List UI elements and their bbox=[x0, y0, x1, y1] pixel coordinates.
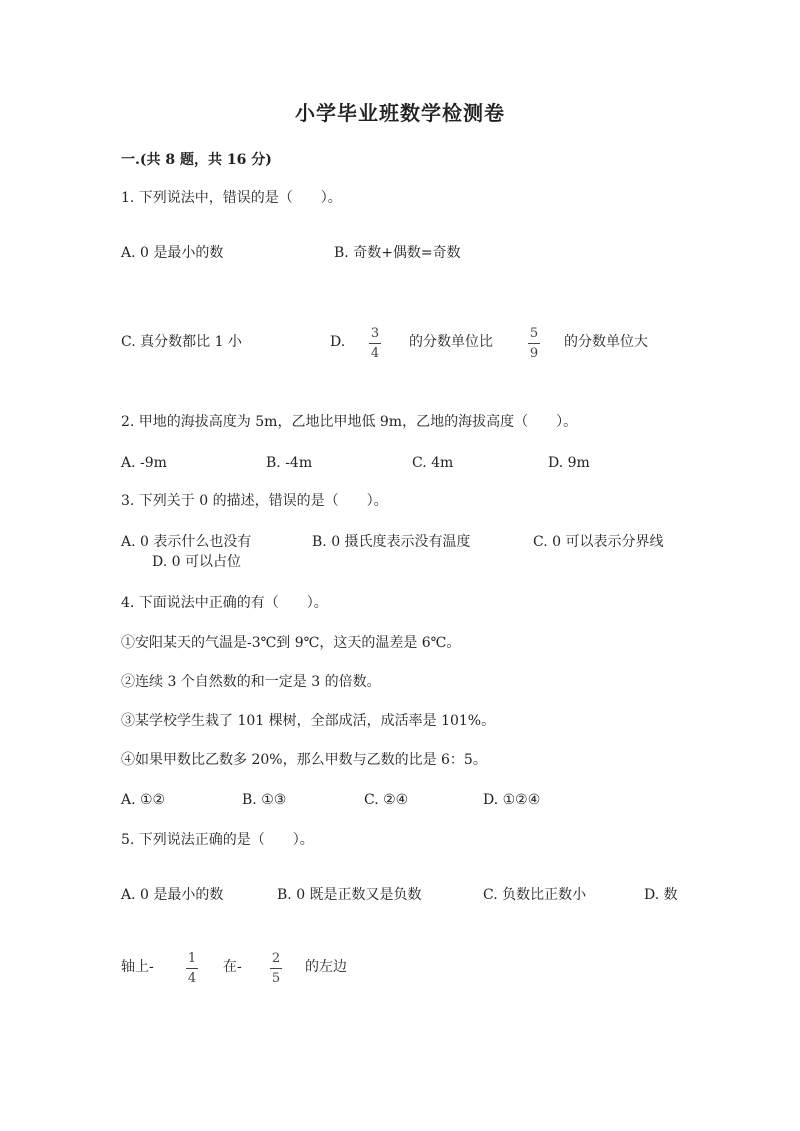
question-5-option-d-mid: 在- bbox=[223, 959, 242, 975]
question-5-option-d-continued: 轴上- bbox=[121, 959, 154, 975]
fraction-bar bbox=[270, 968, 282, 969]
fraction-bar bbox=[528, 343, 540, 344]
question-4-option-a: A. ①② bbox=[121, 792, 166, 808]
question-3-stem: 3. 下列关于 0 的描述，错误的是（ ）。 bbox=[121, 493, 388, 509]
question-4-statement-3: ③某学校学生栽了 101 棵树，全部成活，成活率是 101%。 bbox=[121, 713, 496, 729]
page-title: 小学毕业班数学检测卷 bbox=[295, 101, 505, 125]
question-3-option-d: D. 0 可以占位 bbox=[152, 554, 241, 570]
fraction-numerator: 2 bbox=[271, 951, 281, 966]
question-2-stem: 2. 甲地的海拔高度为 5m，乙地比甲地低 9m，乙地的海拔高度（ ）。 bbox=[121, 414, 578, 430]
question-5-option-c: C. 负数比正数小 bbox=[483, 887, 587, 903]
question-1-option-d-mid: 的分数单位比 bbox=[409, 334, 493, 350]
question-1-option-c: C. 真分数都比 1 小 bbox=[121, 334, 242, 350]
question-5-fraction-1-4 bbox=[184, 952, 200, 985]
question-2-option-a: A. -9m bbox=[121, 455, 167, 471]
question-4-option-d: D. ①②④ bbox=[483, 792, 541, 808]
section-heading: 一.(共 8 题，共 16 分) bbox=[121, 152, 272, 168]
question-2-option-d: D. 9m bbox=[548, 455, 590, 471]
question-4-statement-1: ①安阳某天的气温是-3℃到 9℃，这天的温差是 6℃。 bbox=[121, 635, 461, 651]
question-3-option-a: A. 0 表示什么也没有 bbox=[121, 534, 252, 550]
fraction-numerator: 3 bbox=[370, 326, 380, 341]
fraction-bar bbox=[186, 968, 198, 969]
question-5-option-d-end: 的左边 bbox=[305, 959, 347, 975]
fraction-denominator: 5 bbox=[271, 971, 281, 986]
question-5-option-b: B. 0 既是正数又是负数 bbox=[277, 887, 422, 903]
question-4-statement-2: ②连续 3 个自然数的和一定是 3 的倍数。 bbox=[121, 674, 381, 690]
question-2-option-b: B. -4m bbox=[266, 455, 313, 471]
fraction-denominator: 4 bbox=[370, 346, 380, 361]
fraction-numerator: 5 bbox=[529, 326, 539, 341]
question-2-option-c: C. 4m bbox=[412, 455, 454, 471]
question-1-option-a: A. 0 是最小的数 bbox=[121, 245, 224, 261]
question-3-option-c: C. 0 可以表示分界线 bbox=[533, 534, 664, 550]
question-4-option-c: C. ②④ bbox=[364, 792, 409, 808]
question-1-option-b: B. 奇数+偶数=奇数 bbox=[334, 245, 461, 261]
question-4-stem: 4. 下面说法中正确的有（ ）。 bbox=[121, 595, 328, 611]
fraction-denominator: 9 bbox=[529, 346, 539, 361]
question-5-option-a: A. 0 是最小的数 bbox=[121, 887, 224, 903]
question-1-fraction-5-9 bbox=[526, 327, 542, 360]
question-5-option-d: D. 数 bbox=[644, 887, 678, 903]
fraction-numerator: 1 bbox=[187, 951, 197, 966]
fraction-denominator: 4 bbox=[187, 971, 197, 986]
fraction-bar bbox=[369, 343, 381, 344]
question-5-stem: 5. 下列说法正确的是（ ）。 bbox=[121, 832, 314, 848]
question-1-option-d-label: D. bbox=[330, 334, 346, 350]
question-5-fraction-2-5 bbox=[268, 952, 284, 985]
question-1-option-d-end: 的分数单位大 bbox=[564, 334, 648, 350]
question-4-option-b: B. ①③ bbox=[242, 792, 287, 808]
question-3-option-b: B. 0 摄氏度表示没有温度 bbox=[312, 534, 471, 550]
question-4-statement-4: ④如果甲数比乙数多 20%，那么甲数与乙数的比是 6：5。 bbox=[121, 752, 487, 768]
question-1-fraction-3-4 bbox=[367, 327, 383, 360]
question-1-stem: 1. 下列说法中，错误的是（ ）。 bbox=[121, 190, 342, 206]
